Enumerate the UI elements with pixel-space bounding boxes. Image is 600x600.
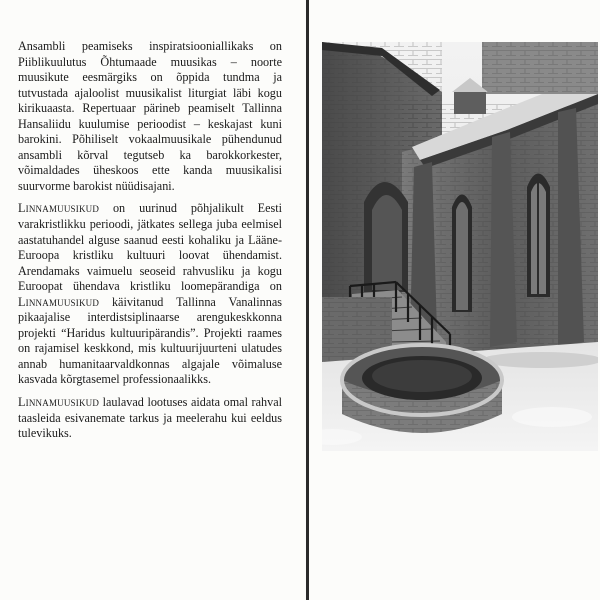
church-courtyard-well-photo (322, 42, 598, 451)
paragraph-3 (18, 395, 282, 442)
paragraph-2 (18, 201, 282, 388)
paragraph-1 (18, 39, 282, 194)
body-text (18, 39, 282, 449)
right-page (309, 0, 600, 600)
ensemble-name: Linnamuusikud (18, 294, 100, 309)
paragraph-2-text-b: käivitanud Tallinna Vanalinnas pikaajalise interdistsiplinaarse arengukeskkonna projekti “Haridus kultuuripärandis”. Projekti raames on rajamisel keskkond, mis kultuurijuurteni ulatudes annab humanitaarvaldkonnas algajale võimaluse kasvada kõrgtasemel professionaalikks. (18, 294, 282, 387)
ensemble-name: Linnamuusikud (18, 395, 100, 410)
ensemble-name: Linnamuusikud (18, 201, 100, 216)
paragraph-3-text: laulavad lootuses aidata omal rahval taasleida esivanemate tarkus ja meelerahu kui eeldus tulevikuks. (18, 395, 282, 441)
paragraph-2-text-a: on uurinud põhjalikult Eesti varakristlikku perioodi, jätkates sellega juba eelmisel aastatuhandel alguse saanud eesti kohaliku ja Lääne-Euroopa kristliku kultuuri loovat ühendamist. Arendamaks vaimuelu seoseid rahvusliku ja kogu Euroopat ühendava kristliku loomepärandiga on (18, 201, 282, 294)
paragraph-1-text: Ansambli peamiseks inspiratsiooniallikaks on Piiblikuulutus Õhtumaade muusikas – noorte muusikute eesmärgiks on õppida tundma ja tutvustada ajaloolist muusikalist liturgiat läbi kogu kirikuaasta. Repertuaar pärineb peamiselt Tallinna Hansaliidu kuulumise perioodist – keskajast kuni barokini. Põhiliselt vokaalmuusikale pühendunud ansambli kõrval tegutseb ka barokkorkester, võimaldades üheskoos ette kanda muusikalisi suurvorme barokist nüüdisajani. (18, 39, 282, 193)
